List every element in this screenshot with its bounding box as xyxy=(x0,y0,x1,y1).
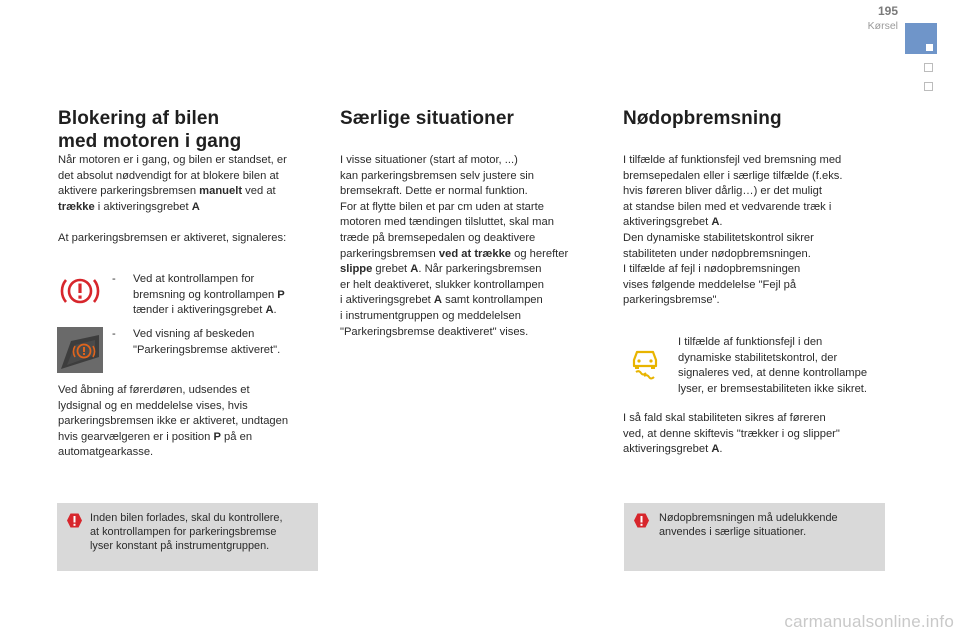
bold-term: slippe xyxy=(340,263,373,276)
text-line: træde på bremsepedalen og deaktivere xyxy=(340,231,536,244)
text-line: "Parkeringsbremse deaktiveret" vises. xyxy=(340,325,529,338)
text-line: "Parkeringsbremse aktiveret". xyxy=(133,343,281,356)
heading-line: med motoren i gang xyxy=(58,131,242,152)
heading-nodopbremsning: Nødopbremsning xyxy=(623,108,782,129)
text-line: er helt deaktiveret, slukker kontrollampen xyxy=(340,278,544,291)
signal-item-2-text xyxy=(133,327,322,358)
text-line: Den dynamiske stabilitetskontrol sikrer xyxy=(623,231,814,244)
text-line: Nødopbremsningen må udelukkende xyxy=(659,512,838,524)
parking-brake-lever-image xyxy=(57,327,103,373)
text-line: anvendes i særlige situationer. xyxy=(659,526,807,539)
text-line: ved at xyxy=(242,185,276,198)
list-dash: - xyxy=(112,328,116,340)
text-line: I visse situationer (start af motor, ...) xyxy=(340,154,518,166)
bold-term: P xyxy=(213,430,221,443)
text-line: . xyxy=(719,216,723,229)
text-line: aktiveringsgrebet xyxy=(623,443,712,456)
page-number: 195 xyxy=(877,4,898,18)
text-line: samt kontrollampen xyxy=(442,294,543,307)
bold-term: trække xyxy=(58,200,95,213)
section-indicator-empty-2 xyxy=(924,82,933,91)
section-label: Kørsel xyxy=(867,20,898,32)
text-line: . xyxy=(719,443,723,456)
heading-blokering xyxy=(58,107,318,153)
note-box xyxy=(57,503,318,571)
text-line: grebet xyxy=(372,263,411,276)
text-line: kan parkeringsbremsen selv justere sin xyxy=(340,169,535,182)
text-line: vises følgende meddelelse "Fejl på xyxy=(623,278,797,291)
bold-term: ved at trække xyxy=(438,247,512,260)
text-line: parkeringsbremse". xyxy=(623,294,720,307)
bold-term: A xyxy=(433,294,442,307)
text-line: parkeringsbremsen ikke er aktiveret, undtagen xyxy=(58,415,289,428)
text-line: på en xyxy=(220,430,253,443)
text-line: at standse bilen med et vedvarende træk i xyxy=(623,200,832,213)
text-line: dynamiske stabilitetskontrol, der xyxy=(678,351,838,364)
section-tab xyxy=(905,23,937,54)
signal-intro: At parkeringsbremsen er aktiveret, signaleres: xyxy=(58,232,287,244)
esc-warning-text xyxy=(678,335,888,397)
text-line: i aktiveringsgrebet xyxy=(94,200,192,213)
situations-paragraph xyxy=(340,153,602,340)
signal-item-1 xyxy=(112,272,322,319)
bold-term: A xyxy=(265,304,274,317)
text-line: bremsekraft. Dette er normal funktion. xyxy=(340,185,528,198)
emergency-paragraph xyxy=(623,153,885,309)
stability-control-warning-icon xyxy=(624,340,666,382)
text-line: og herefter xyxy=(511,247,569,260)
signal-item-1-text xyxy=(133,272,322,319)
text-line: Ved åbning af førerdøren, udsendes et xyxy=(58,384,250,396)
text-line: at kontrollampen for parkeringsbremse xyxy=(90,526,277,539)
bold-term: A xyxy=(711,443,720,456)
text-line: bremsepedalen eller i særlige tilfælde (f.eks. xyxy=(623,169,843,182)
text-line: bremsning og kontrollampen xyxy=(133,288,278,301)
text-line: i instrumentgruppen og meddelelsen xyxy=(340,309,521,322)
text-line: Ved visning af beskeden xyxy=(133,328,255,340)
text-line: det absolut nødvendigt for at blokere bilen at xyxy=(58,169,279,182)
text-line: hvis gearvælgeren er i position xyxy=(58,430,214,443)
text-line: aktivere parkeringsbremsen xyxy=(58,185,200,198)
text-line: tænder i aktiveringsgrebet xyxy=(133,304,266,317)
text-line: ved, at denne skiftevis "trækker i og slipper" xyxy=(623,427,840,440)
text-line: signaleres ved, at denne kontrollampe xyxy=(678,367,868,380)
text-line: lyser konstant på instrumentgruppen. xyxy=(90,540,270,553)
text-line: I tilfælde af funktionsfejl i den xyxy=(678,336,823,348)
text-line: Når motoren er i gang, og bilen er standset, er xyxy=(58,154,287,166)
stability-paragraph xyxy=(623,411,885,458)
heading-line: Blokering af bilen xyxy=(58,108,220,129)
text-line: hvis føreren bliver dårlig…) er det muligt xyxy=(623,185,822,198)
warning-icon xyxy=(66,512,83,529)
door-paragraph xyxy=(58,383,320,461)
text-line: I tilfælde af fejl i nødopbremsningen xyxy=(623,263,801,276)
text-line: parkeringsbremsen xyxy=(340,247,439,260)
text-line: motoren med tændingen tilsluttet, skal man xyxy=(340,216,554,229)
bold-term: P xyxy=(277,288,285,301)
warning-icon xyxy=(633,512,650,529)
bold-term: A xyxy=(711,216,720,229)
text-line: I så fald skal stabiliteten sikres af føreren xyxy=(623,412,826,424)
section-indicator-empty-1 xyxy=(924,63,933,72)
text-line: lyser, er bremsestabiliteten ikke sikret. xyxy=(678,382,868,395)
text-line: automatgearkasse. xyxy=(58,446,154,459)
text-line: . Når parkeringsbremsen xyxy=(418,263,542,276)
note-box xyxy=(624,503,885,571)
text-line: . xyxy=(273,304,277,317)
text-line: Ved at kontrollampen for xyxy=(133,273,255,285)
text-line: Inden bilen forlades, skal du kontrollere, xyxy=(90,512,283,524)
bold-term: A xyxy=(191,200,200,213)
note-text xyxy=(90,511,314,554)
list-dash: - xyxy=(112,273,116,285)
note-text xyxy=(659,511,881,539)
text-line: lydsignal og en meddelelse vises, hvis xyxy=(58,399,248,412)
text-line: For at flytte bilen et par cm uden at starte xyxy=(340,200,544,213)
text-line: i aktiveringsgrebet xyxy=(340,294,434,307)
text-line: I tilfælde af funktionsfejl ved bremsning med xyxy=(623,154,842,166)
intro-paragraph xyxy=(58,153,320,215)
brake-warning-icon xyxy=(57,269,103,313)
heading-saerlige-situationer: Særlige situationer xyxy=(340,108,514,129)
bold-term: manuelt xyxy=(199,185,243,198)
tab-marker xyxy=(926,44,933,51)
signal-item-2 xyxy=(112,327,322,358)
text-line: stabiliteten under nødopbremsningen. xyxy=(623,247,811,260)
text-line: aktiveringsgrebet xyxy=(623,216,712,229)
bold-term: A xyxy=(410,263,419,276)
watermark: carmanualsonline.info xyxy=(784,612,954,631)
